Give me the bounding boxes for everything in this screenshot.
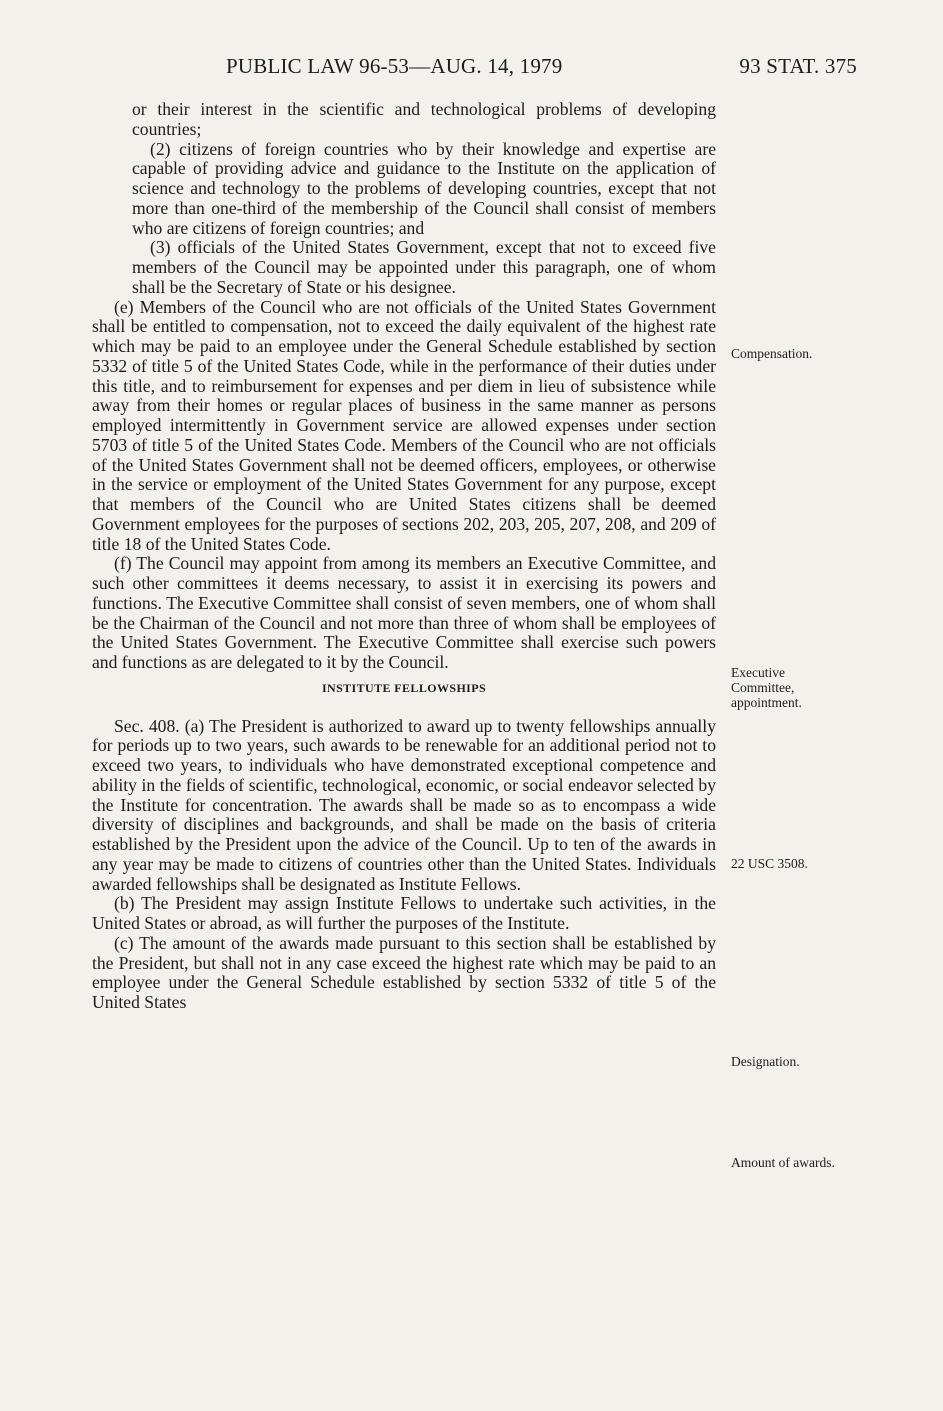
header-page-number: 93 STAT. 375 <box>739 54 857 78</box>
header-title: PUBLIC LAW 96-53—AUG. 14, 1979 <box>226 54 563 78</box>
margin-note-compensation: Compensation. <box>731 346 813 361</box>
body-text <box>92 100 716 1013</box>
paragraph-item-2: (2) citizens of foreign countries who by their knowledge and expertise are capable of providing advice and guidance to the Institute on the application of science and technology to the problems of developing countries, except that not more than one-third of the membership of the Council shall consist of members who are citizens of foreign countries; and <box>132 138 716 238</box>
margin-note-amount: Amount of awards. <box>731 1155 835 1170</box>
paragraph-e: (e) Members of the Council who are not officials of the United States Government shall be entitled to compensation, not to exceed the daily equivalent of the highest rate which may be paid to an employee under the General Schedule established by section 5332 of title 5 of the United States Code, while in the performance of their duties under this title, and to reimbursement for expenses and per diem in lieu of subsistence while away from their homes or regular places of business in the same manner as persons employed intermittently in Government service are allowed expenses under section 5703 of title 5 of the United States Code. Members of the Council who are not officials of the United States Government shall not be deemed officers, employees, or otherwise in the service or employment of the United States Government for any purpose, except that members of the Council who are United States citizens shall be deemed Government employees for the purposes of sections 202, 203, 205, 207, 208, and 209 of title 18 of the United States Code. <box>92 296 716 554</box>
margin-note-usc: 22 USC 3508. <box>731 856 808 871</box>
paragraph-f: (f) The Council may appoint from among its members an Executive Committee, and such other committees it deems necessary, to assist it in exercising its powers and functions. The Executive Committee shall consist of seven members, one of whom shall be the Chairman of the Council and not more than three of whom shall be employees of the United States Government. The Executive Committee shall exercise such powers and functions as are delegated to it by the Council. <box>92 553 716 672</box>
margin-note-designation: Designation. <box>731 1054 800 1069</box>
paragraph-sec-408-a: Sec. 408. (a) The President is authorized to award up to twenty fellowships annually for periods up to two years, such awards to be renewable for an additional period not to exceed two years, to individuals who have demonstrated exceptional competence and ability in the fields of scientific, technological, economic, or social endeavor selected by the Institute for concentration. The awards shall be made so as to encompass a wide diversity of disciplines and backgrounds, and shall be made on the basis of criteria established by the President upon the advice of the Council. Up to ten of the awards in any year may be made to citizens of countries other than the United States. Individuals awarded fellowships shall be designated as Institute Fellows. <box>92 715 716 894</box>
paragraph-continuation: or their interest in the scientific and technological problems of developing countries; <box>132 99 716 139</box>
section-heading: INSTITUTE FELLOWSHIPS <box>321 680 487 695</box>
paragraph-item-3: (3) officials of the United States Government, except that not to exceed five members of the Council may be appointed under this paragraph, one of whom shall be the Secretary of State or his designee. <box>132 237 716 297</box>
margin-note-executive-committee: Executive Committee, appointment. <box>731 665 802 710</box>
paragraph-c: (c) The amount of the awards made pursuant to this section shall be established by the President, but shall not in any case exceed the highest rate which may be paid to an employee under the General Schedule established by section 5332 of title 5 of the United States <box>92 932 716 1012</box>
paragraph-b: (b) The President may assign Institute Fellows to undertake such activities, in the United States or abroad, as will further the purposes of the Institute. <box>92 893 716 933</box>
page-header <box>92 54 857 84</box>
